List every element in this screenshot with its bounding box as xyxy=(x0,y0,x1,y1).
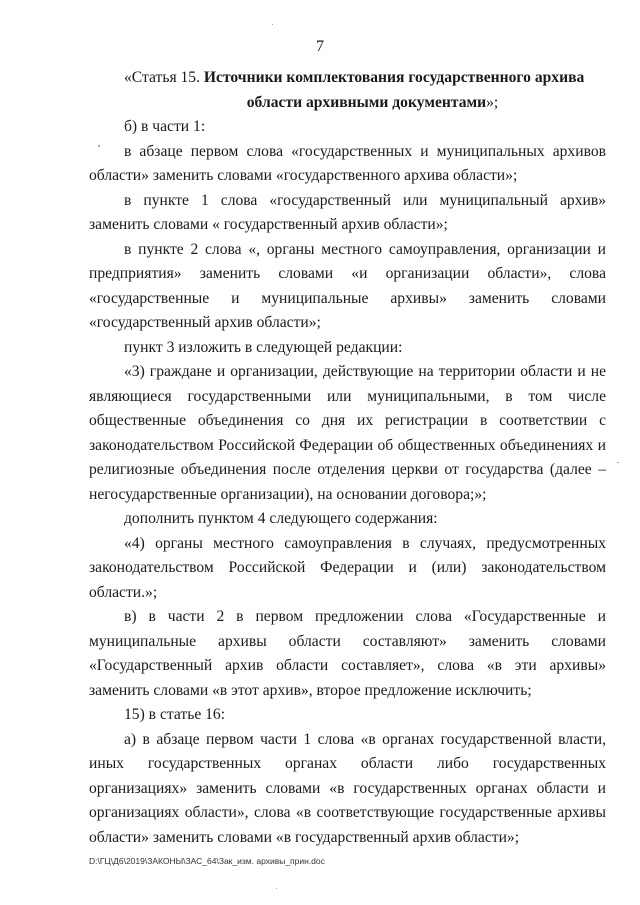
paragraph: в абзаце первом слова «государственных и муниципальных архивов области» заменить словами «государственного архива области»; xyxy=(89,142,606,184)
article-heading-line2 xyxy=(89,91,606,116)
heading-title-line2: области архивными документами xyxy=(246,93,487,111)
paragraph: 15) в статье 16: xyxy=(124,706,226,723)
scan-speck xyxy=(98,145,100,147)
paragraph: пункт 3 изложить в следующей редакции: xyxy=(124,338,403,356)
scan-speck xyxy=(617,462,619,463)
scan-speck xyxy=(276,888,277,889)
paragraph: «3) граждане и организации, действующие на территории области и не являющиеся государственными или муниципальными, в том числе общественные объединения со дня их регистрации в соответствии с законодательством Российской Федерации об общественных объединениях и религиозные объединения после отделения церкви от государства (далее – негосударственные организации), на основании договора;»; xyxy=(89,363,606,503)
file-path-footer: D:\ГЦ\Д6\2019\ЗАКОНЫ\ЗАС_64\Зак_изм. архивы_прин.doc xyxy=(89,856,325,866)
heading-title-line1: Источники комплектования государственного архива xyxy=(203,69,585,86)
paragraph: «4) органы местного самоуправления в случаях, предусмотренных законодательством Российской Федерации и (или) законодательством области.»; xyxy=(89,534,606,601)
article-heading xyxy=(89,66,606,91)
heading-suffix: »; xyxy=(486,93,499,111)
document-body xyxy=(89,66,606,850)
paragraph: б) в части 1: xyxy=(124,118,206,135)
page-number: 7 xyxy=(316,38,324,55)
paragraph: в пункте 1 слова «государственный или муниципальный архив» заменить словами « государственный архив области»; xyxy=(89,191,606,233)
scan-speck xyxy=(272,24,273,25)
paragraph: а) в абзаце первом части 1 слова «в органах государственной власти, иных государственных органах области либо государственных организациях» заменить словами «в государственных органах области и организациях области», слова «в соответствующие государственные архивы области» заменить словами «в государственный архив области»; xyxy=(89,730,606,846)
heading-prefix: «Статья 15. xyxy=(124,69,204,86)
paragraph: дополнить пунктом 4 следующего содержания: xyxy=(124,510,438,527)
paragraph: в пункте 2 слова «, органы местного самоуправления, организации и предприятия» заменить словами «и организации области», слова «государственные и муниципальные архивы» заменить словами «государственный архив области»; xyxy=(89,240,606,331)
paragraph: в) в части 2 в первом предложении слова «Государственные и муниципальные архивы области составляют» заменить словами «Государственный архив области составляет», слова «в эти архивы» заменить словами «в этот архив», второе предложение исключить; xyxy=(89,608,606,699)
